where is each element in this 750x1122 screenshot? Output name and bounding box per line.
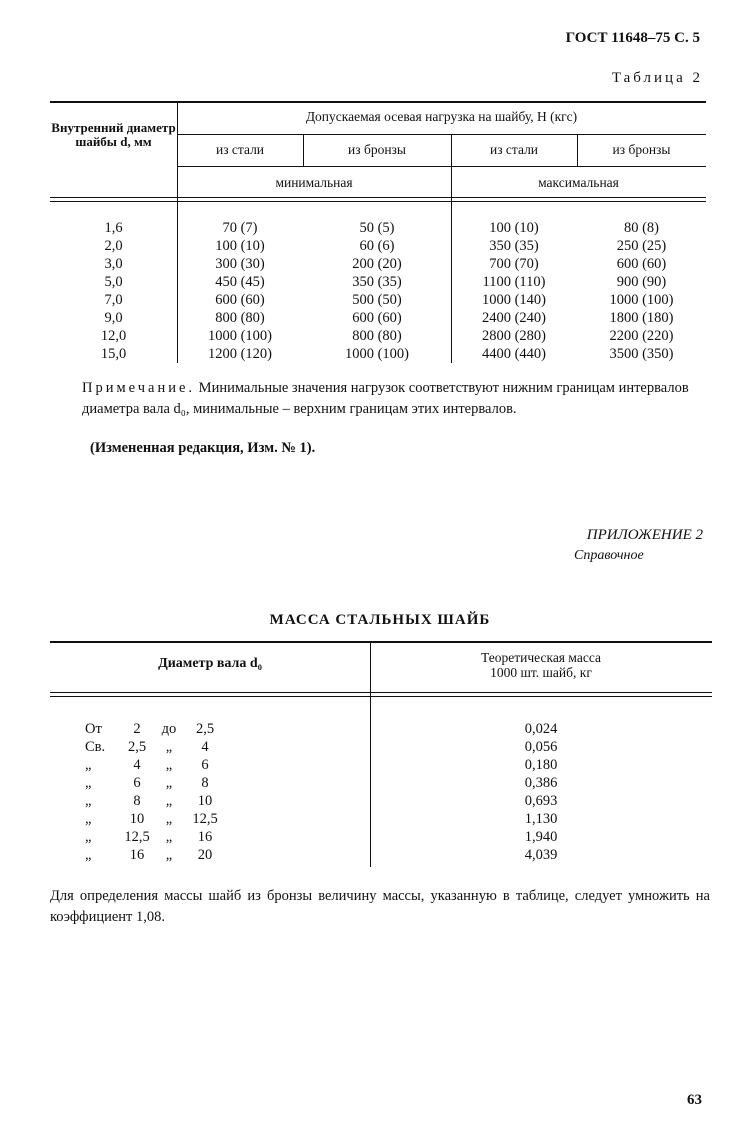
subheader-bronze-min: из бронзы [348, 142, 406, 157]
load-cell: 500 (50) [352, 292, 402, 308]
range-separator: „ [165, 757, 173, 773]
range-to: 8 [201, 775, 209, 791]
load-cell: 800 (80) [352, 328, 402, 344]
range-from: 6 [133, 775, 141, 791]
standard-header: ГОСТ 11648–75 С. 5 [565, 30, 700, 46]
diameter-cell: 15,0 [100, 346, 127, 362]
subheader-bronze-max: из бронзы [612, 142, 671, 157]
range-prefix: От [85, 721, 102, 737]
range-from: 10 [129, 811, 145, 827]
range-to: 6 [201, 757, 209, 773]
load-cell: 300 (30) [215, 256, 265, 272]
appendix-subtitle: Справочное [574, 548, 644, 563]
load-cell: 900 (90) [616, 274, 667, 290]
table-number-label: Таблица 2 [611, 70, 703, 86]
range-to: 10 [197, 793, 213, 809]
range-separator: „ [165, 793, 173, 809]
load-cell: 250 (25) [616, 238, 667, 254]
load-cell: 700 (70) [489, 256, 539, 272]
mass-value: 0,693 [524, 793, 558, 809]
load-cell: 1200 (120) [207, 346, 273, 362]
load-cell: 1000 (100) [207, 328, 273, 344]
range-prefix: „ [85, 793, 92, 809]
diameter-column-header: Внутренний диаметр шайбы d, мм [51, 120, 176, 149]
load-cell: 50 (5) [359, 220, 395, 236]
load-cell: 450 (45) [215, 274, 265, 290]
range-separator: „ [165, 829, 173, 845]
range-separator: „ [165, 739, 173, 755]
mass-header-line1: Теоретическая масса [481, 650, 601, 665]
amendment-note: (Измененная редакция, Изм. № 1). [90, 440, 316, 456]
load-table [50, 101, 706, 363]
minimal-label: минимальная [275, 175, 353, 190]
range-prefix: „ [85, 775, 92, 791]
diameter-cell: 1,6 [104, 220, 123, 236]
range-prefix: Св. [85, 739, 106, 755]
range-prefix: „ [85, 811, 92, 827]
load-cell: 1000 (100) [344, 346, 410, 362]
load-cell: 1000 (140) [481, 292, 547, 308]
load-cell: 600 (60) [616, 256, 667, 272]
load-cell: 600 (60) [352, 310, 402, 326]
diameter-cell: 3,0 [104, 256, 123, 272]
diameter-cell: 12,0 [100, 328, 127, 344]
page-number: 63 [687, 1092, 702, 1108]
mass-value: 0,180 [524, 757, 558, 773]
load-cell: 2200 (220) [609, 328, 674, 344]
maximal-label: максимальная [538, 175, 619, 190]
diameter-cell: 5,0 [104, 274, 123, 290]
load-cell: 4400 (440) [481, 346, 547, 362]
load-cell: 1000 (100) [609, 292, 674, 308]
range-from: 2 [133, 721, 141, 737]
mass-value: 0,386 [524, 775, 558, 791]
load-group-header: Допускаемая осевая нагрузка на шайбу, Н (кгс) [305, 109, 578, 124]
load-cell: 2800 (280) [481, 328, 547, 344]
range-to: 12,5 [192, 811, 218, 827]
mass-table-title: МАССА СТАЛЬНЫХ ШАЙБ [269, 612, 491, 628]
bronze-coefficient-paragraph: Для определения массы шайб из бронзы величину массы, указанную в таблице, следует умножить на коэффициент 1,08. [50, 888, 710, 925]
mass-value: 0,024 [524, 721, 558, 737]
range-from: 12,5 [124, 829, 150, 845]
range-from: 8 [133, 793, 141, 809]
range-to: 4 [201, 739, 209, 755]
diameter-cell: 7,0 [104, 292, 123, 308]
range-separator: „ [165, 775, 173, 791]
range-prefix: „ [85, 829, 92, 845]
range-to: 20 [197, 847, 213, 863]
load-cell: 80 (8) [623, 220, 660, 236]
mass-value: 0,056 [524, 739, 558, 755]
mass-value: 1,940 [524, 829, 558, 845]
range-from: 16 [129, 847, 145, 863]
appendix-title: ПРИЛОЖЕНИЕ 2 [586, 527, 703, 543]
range-prefix: „ [85, 847, 92, 863]
load-cell: 200 (20) [352, 256, 402, 272]
range-from: 4 [133, 757, 141, 773]
subheader-steel-min: из стали [215, 142, 265, 157]
load-cell: 2400 (240) [481, 310, 547, 326]
load-cell: 350 (35) [352, 274, 402, 290]
range-separator: „ [165, 811, 173, 827]
load-cell: 1100 (110) [482, 274, 546, 290]
load-cell: 70 (7) [222, 220, 258, 236]
diameter-cell: 2,0 [104, 238, 123, 254]
subheader-steel-max: из стали [489, 142, 539, 157]
note-text: Минимальные значения нагрузок соответствуют нижним границам интервалов диаметра вала d₀, минимальные – верхним границам этих интервалов. [82, 380, 689, 417]
range-to: 2,5 [195, 721, 215, 737]
load-cell: 600 (60) [215, 292, 265, 308]
table-note [82, 378, 708, 420]
mass-table [50, 641, 712, 867]
range-separator: до [161, 721, 177, 737]
mass-value: 1,130 [524, 811, 558, 827]
load-cell: 60 (6) [359, 238, 395, 254]
load-cell: 100 (10) [489, 220, 539, 236]
mass-value: 4,039 [524, 847, 558, 863]
range-separator: „ [165, 847, 173, 863]
load-cell: 1800 (180) [609, 310, 674, 326]
load-cell: 800 (80) [215, 310, 265, 326]
mass-header-line2: 1000 шт. шайб, кг [490, 665, 592, 680]
load-cell: 350 (35) [489, 238, 539, 254]
note-label: Примечание. [82, 380, 196, 396]
range-to: 16 [197, 829, 213, 845]
range-from: 2,5 [127, 739, 147, 755]
range-prefix: „ [85, 757, 92, 773]
load-cell: 3500 (350) [609, 346, 674, 362]
load-cell: 100 (10) [215, 238, 265, 254]
diameter-cell: 9,0 [104, 310, 123, 326]
shaft-diameter-header: Диаметр вала d₀ [158, 656, 262, 671]
